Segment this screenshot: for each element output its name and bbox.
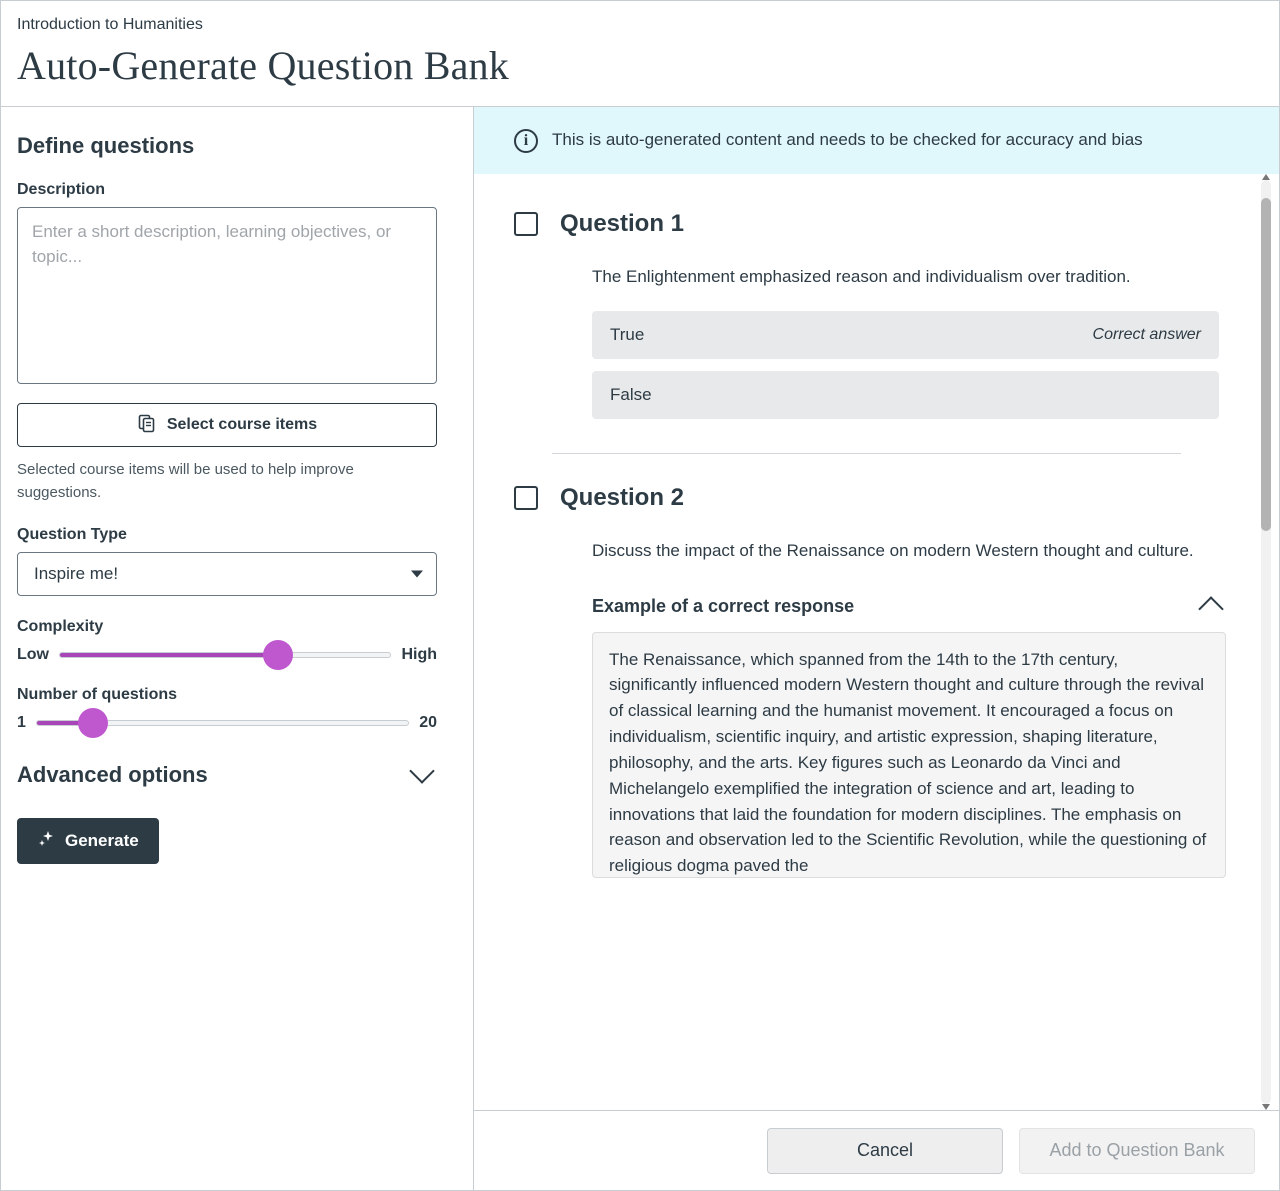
sparkle-icon bbox=[37, 830, 55, 853]
scroll-down-icon[interactable] bbox=[1262, 1104, 1270, 1110]
question-1-text: The Enlightenment emphasized reason and individualism over tradition. bbox=[592, 266, 1131, 286]
chevron-down-icon bbox=[409, 758, 434, 783]
define-questions-panel bbox=[1, 107, 474, 1190]
number-of-questions-label: Number of questions bbox=[17, 686, 178, 704]
question-type-select[interactable] bbox=[17, 552, 437, 596]
correct-answer-badge: Correct answer bbox=[1092, 326, 1201, 344]
scroll-up-icon[interactable] bbox=[1262, 174, 1270, 180]
description-input[interactable] bbox=[17, 207, 437, 384]
document-copy-icon bbox=[137, 413, 157, 438]
generated-questions-panel bbox=[474, 107, 1279, 1190]
page-header bbox=[1, 1, 1279, 107]
answer-label: False bbox=[610, 385, 652, 405]
advanced-options-toggle[interactable] bbox=[17, 762, 437, 788]
answer-option[interactable] bbox=[592, 371, 1219, 419]
number-of-questions-field bbox=[17, 686, 435, 732]
complexity-min-label: Low bbox=[17, 646, 49, 664]
select-course-items-label: Select course items bbox=[166, 416, 318, 434]
question-2-checkbox[interactable] bbox=[514, 486, 538, 510]
question-type-value: Inspire me! bbox=[34, 564, 119, 584]
generate-button[interactable] bbox=[17, 818, 159, 864]
complexity-slider[interactable] bbox=[59, 652, 391, 658]
add-to-question-bank-button[interactable]: Add to Question Bank bbox=[1019, 1128, 1255, 1174]
generate-button-label: Generate bbox=[65, 831, 139, 851]
question-1-checkbox[interactable] bbox=[514, 212, 538, 236]
complexity-field bbox=[17, 618, 435, 664]
question-type-label: Question Type bbox=[17, 526, 127, 544]
question-item bbox=[514, 210, 1219, 420]
complexity-label: Complexity bbox=[17, 618, 104, 636]
answer-option[interactable] bbox=[592, 311, 1219, 359]
define-questions-heading: Define questions bbox=[17, 133, 195, 159]
question-2-text: Discuss the impact of the Renaissance on modern Western thought and culture. bbox=[592, 541, 1194, 561]
questions-scrollbar[interactable] bbox=[1261, 180, 1271, 1104]
answer-label: True bbox=[610, 325, 645, 345]
cancel-button[interactable]: Cancel bbox=[767, 1128, 1003, 1174]
auto-generated-warning bbox=[474, 107, 1279, 173]
question-1-answers bbox=[592, 311, 1219, 419]
number-of-questions-slider-thumb[interactable] bbox=[78, 708, 108, 738]
questions-list bbox=[474, 174, 1279, 1110]
advanced-options-label: Advanced options bbox=[17, 762, 208, 788]
question-2-title: Question 2 bbox=[560, 484, 685, 512]
select-items-helper-text: Selected course items will be used to help improve suggestions. bbox=[17, 461, 354, 501]
info-icon: i bbox=[514, 129, 538, 153]
question-type-field bbox=[17, 526, 435, 596]
example-response-label: Example of a correct response bbox=[592, 596, 855, 617]
number-of-questions-min-label: 1 bbox=[17, 714, 26, 732]
example-response-text: The Renaissance, which spanned from the 14th to the 17th century, significantly influenced modern Western thought and culture through the revival of classical learning and the humanist movement. It encouraged a focus on individualism, scientific inquiry, and artistic expression, shaping literature, philosophy, and the arts. Key figures such as Leonardo da Vinci and Michelangelo exemplified the integration of science and art, leading to innovations that laid the foundation for modern disciplines. The emphasis on reason and observation led to the Scientific Revolution, while the questioning of religious dogma paved the bbox=[592, 632, 1226, 878]
question-divider bbox=[552, 453, 1181, 454]
chevron-up-icon bbox=[1198, 596, 1223, 621]
auto-generated-warning-text: This is auto-generated content and needs to be checked for accuracy and bias bbox=[552, 130, 1143, 150]
question-1-title: Question 1 bbox=[560, 209, 685, 237]
select-course-items-button[interactable] bbox=[17, 403, 437, 447]
number-of-questions-slider[interactable] bbox=[36, 720, 409, 726]
number-of-questions-max-label: 20 bbox=[419, 714, 437, 732]
complexity-slider-thumb[interactable] bbox=[263, 640, 293, 670]
page-title: Auto-Generate Question Bank bbox=[17, 43, 509, 89]
dialog-body bbox=[1, 107, 1279, 1190]
complexity-max-label: High bbox=[401, 646, 437, 664]
dialog-footer bbox=[474, 1110, 1279, 1190]
breadcrumb[interactable]: Introduction to Humanities bbox=[17, 16, 203, 33]
description-label: Description bbox=[17, 181, 106, 199]
scrollbar-thumb[interactable] bbox=[1261, 198, 1271, 531]
question-item bbox=[514, 484, 1219, 878]
example-response-toggle[interactable] bbox=[592, 596, 1226, 618]
